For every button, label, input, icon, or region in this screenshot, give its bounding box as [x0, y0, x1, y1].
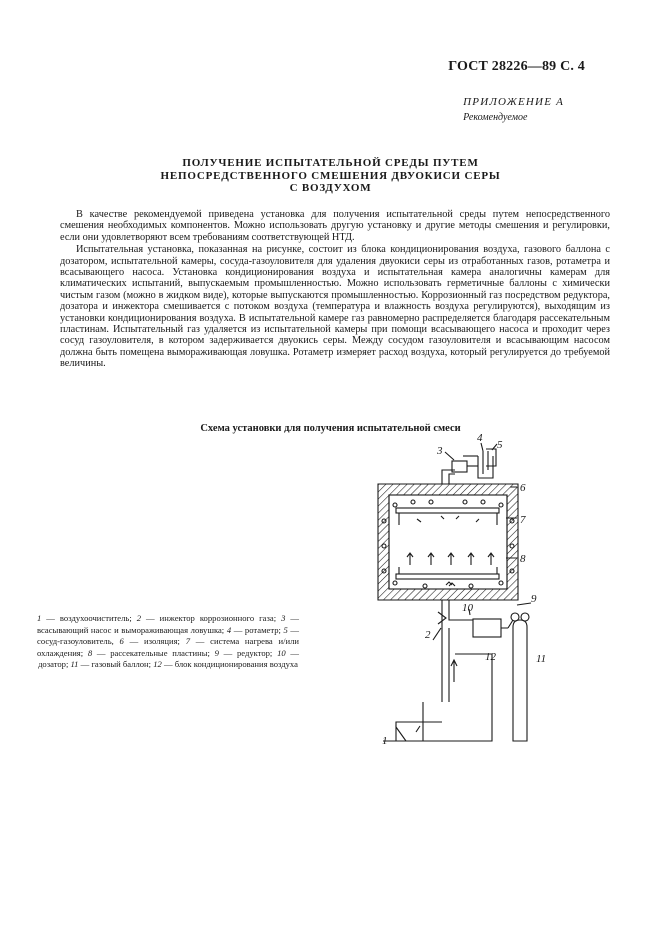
- callout-7: 7: [520, 514, 526, 526]
- callout-5: 5: [497, 439, 503, 451]
- callout-12: 12: [485, 651, 496, 663]
- title-line-1: ПОЛУЧЕНИЕ ИСПЫТАТЕЛЬНОЙ СРЕДЫ ПУТЕМ: [182, 157, 479, 169]
- callout-1: 1: [382, 735, 388, 747]
- legend-item: 1 — воздухоочиститель;: [37, 613, 132, 623]
- legend-item: 7 — система нагрева и/или охлаждения;: [37, 636, 299, 658]
- figure-caption: Схема установки для получения испытательной смеси: [200, 423, 461, 434]
- callout-2: 2: [425, 629, 431, 641]
- title-line-2: НЕПОСРЕДСТВЕННОГО СМЕШЕНИЯ ДВУОКИСИ СЕРЫ: [160, 169, 501, 182]
- top-plate-supports: [399, 513, 497, 525]
- callout-3: 3: [437, 445, 443, 457]
- legend-item: 5 — сосуд-газоуловитель,: [37, 624, 299, 647]
- title-line-3: С ВОЗДУХОМ: [289, 182, 372, 194]
- flow-arrow-inlet: [451, 660, 457, 682]
- annex-label: ПРИЛОЖЕНИЕ А: [463, 96, 564, 108]
- callout-8: 8: [520, 553, 526, 565]
- legend-item: 8 — рассекательные пластины;: [87, 647, 210, 658]
- callout-9: 9: [531, 593, 537, 605]
- legend-item: 2 — инжектор коррозионного газа;: [136, 613, 277, 623]
- legend-item: 6 — изоляция;: [119, 636, 180, 647]
- legend-item: 9 — редуктор;: [214, 647, 273, 658]
- annex-status: Рекомендуемое: [463, 112, 528, 123]
- inlet-pipe: [442, 600, 473, 702]
- dozator: [473, 619, 501, 637]
- baffle-plate-top: [396, 508, 499, 513]
- conditioning-block: [423, 654, 492, 741]
- bottom-plate-supports: [399, 567, 497, 574]
- legend-item: 11 — газовый баллон;: [70, 659, 152, 670]
- baffle-plate-bottom: [396, 574, 499, 579]
- callout-4: 4: [477, 432, 483, 444]
- callout-10: 10: [462, 602, 473, 614]
- legend-item: 3 — всасывающий насос и вымораживающая ловушка;: [37, 613, 300, 635]
- gas-trap-vessel: [478, 456, 493, 478]
- legend-item: 10 — дозатор;: [38, 647, 299, 670]
- callout-11: 11: [536, 653, 547, 665]
- document-reference: ГОСТ 28226—89 С. 4: [448, 59, 585, 74]
- callout-6: 6: [520, 482, 526, 494]
- legend-item: 4 — ротаметр;: [226, 624, 281, 635]
- paragraph-1: В качестве рекомендуемой приведена установка для получения испытательной среды путем непосредственного смешения необходимых компонентов. Можно использовать другую установку и другие методы смешения и регулировки, если они удовлетворяют всем требованиям соответствующей НТД.: [60, 209, 610, 243]
- air-purifier: [396, 727, 406, 741]
- paragraph-2: Испытательная установка, показанная на рисунке, состоит из блока кондиционирования воздуха, газового баллона с дозатором, испытательной камеры, сосуда-газоуловителя для удаления двуокиси серы из отработанных газов, ротаметра и всасывающего насоса. Установка кондиционирования воздуха и испытательная камера аналогичны камерам для климатических испытаний, выпускаемым промышленностью. Можно использовать герметичные баллоны с химически чистым газом (можно в жидком виде), которые выпускаются промышленностью. Коррозионный газ посредством редуктора, дозатора и инжектора смешивается с потоком воздуха (температура и влажность воздуха регулируются), выходящим из установки кондиционирования воздуха. В испытательной камере газ равномерно распределяется благодаря рассекательным пластинам. Испытательный газ удаляется из испытательной камеры при помощи всасывающего насоса и проходит через сосуд газоуловителя, в котором задерживается двуокись серы. Между сосудом газоуловителя и всасывающим насосом должна быть помещена вымораживающая ловушка. Ротаметр измеряет расход воздуха, который регулируется до требуемой величины.: [60, 244, 610, 370]
- legend-item: 12 — блок кондиционирования воздуха: [153, 659, 298, 670]
- gas-cylinder: [513, 620, 527, 741]
